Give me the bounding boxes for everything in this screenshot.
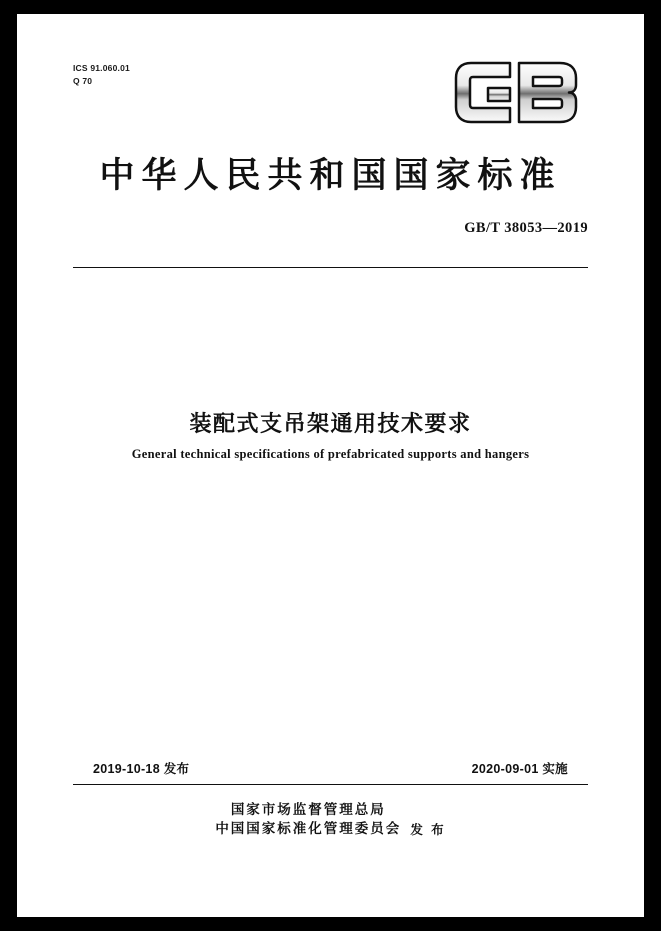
implementation-date: 2020-09-01 实施: [471, 762, 568, 776]
standard-number: GB/T 38053—2019: [464, 220, 588, 236]
issuer-line-1: 国家市场监督管理总局: [230, 802, 386, 818]
classification-code: Q 70: [73, 76, 93, 86]
issuer-block: [73, 801, 588, 839]
issuer-names: [215, 801, 401, 839]
cover-content-area: [73, 52, 588, 881]
national-standard-title: 中华人民共和国国家标准: [99, 155, 562, 196]
document-title-chinese: 装配式支吊架通用技术要求: [189, 411, 472, 437]
issue-date: 2019-10-18 发布: [93, 762, 190, 776]
issuer-line-2: 中国国家标准化管理委员会: [215, 821, 402, 837]
ics-classification-block: [73, 62, 130, 88]
ics-code: ICS 91.060.01: [73, 63, 130, 73]
issuer-verb: 发 布: [410, 822, 446, 837]
gb-logo-icon: [451, 52, 586, 132]
footer-divider: [73, 784, 588, 785]
header-divider: [73, 267, 588, 268]
document-title-english: General technical specifications of prefabricated supports and hangers: [131, 447, 530, 461]
standard-cover-page: [17, 14, 644, 917]
